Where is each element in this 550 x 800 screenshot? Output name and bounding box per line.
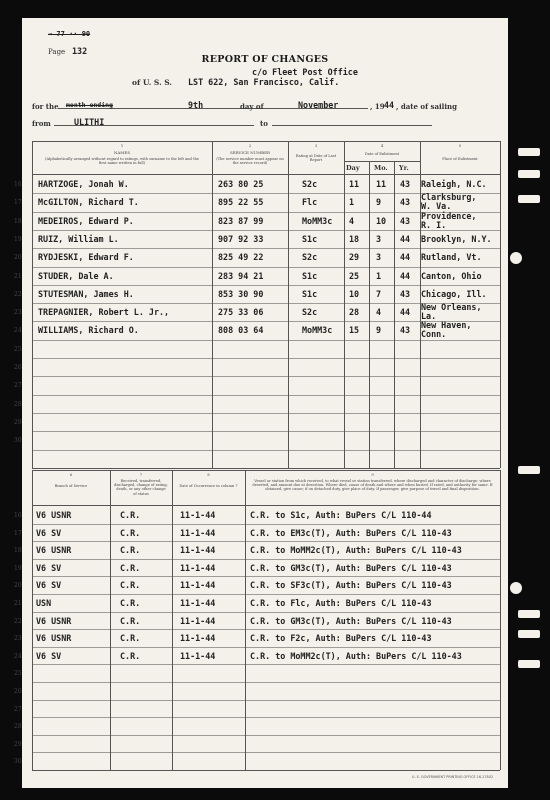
enlist-year: 43 xyxy=(400,179,411,189)
row-number: 26 xyxy=(14,364,22,371)
day-value: 9th xyxy=(188,100,204,110)
change-remarks: C.R. to Flc, Auth: BuPers C/L 110-43 xyxy=(250,598,432,608)
row-number: 20 xyxy=(14,254,22,262)
enlist-month: 3 xyxy=(376,252,382,263)
from-label: from xyxy=(32,119,51,128)
enlist-place: New Haven, xyxy=(421,320,472,331)
enlist-year: 43 xyxy=(400,215,411,226)
col2-number: 2 xyxy=(248,144,252,148)
row-number: 19 xyxy=(14,564,22,572)
col4-number: 4 xyxy=(380,144,384,148)
crew-name: TREPAGNIER, Robert L. Jr., xyxy=(38,307,170,318)
to-label: to xyxy=(260,119,268,128)
ship-prefix: of U. S. S. xyxy=(132,78,173,87)
service-number: 808 03 64 xyxy=(218,325,264,336)
enlist-month: 4 xyxy=(376,307,382,318)
col8-number: 8 xyxy=(207,473,210,477)
col9-number: 9 xyxy=(371,473,374,477)
occurrence-date: 11-1-44 xyxy=(180,562,216,573)
occurrence-date: 11-1-44 xyxy=(180,545,216,556)
col-names-sub: (Alphabetically arranged without regard to ratings, with surname to the left and the first name written in full) xyxy=(45,157,199,166)
service-number: 853 30 90 xyxy=(218,288,264,299)
enlist-day: 25 xyxy=(349,270,360,281)
crew-name: WILLIAMS, Richard O. xyxy=(38,325,139,336)
month-value: November xyxy=(298,100,339,110)
occurrence-date: 11-1-44 xyxy=(180,527,216,538)
enlist-place: New Orleans, xyxy=(421,302,482,313)
date-of-sailing-label: , date of sailing xyxy=(396,102,457,111)
crew-name: STUTESMAN, James H. xyxy=(38,288,134,299)
enlist-month: 11 xyxy=(376,179,387,189)
row-number: 23 xyxy=(14,635,22,643)
binder-edge xyxy=(508,0,550,800)
binder-hole-icon xyxy=(510,582,522,594)
row-number: 28 xyxy=(14,400,22,408)
row-number: 21 xyxy=(14,272,22,280)
rating: S2c xyxy=(302,307,318,318)
row-number: 20 xyxy=(14,582,22,590)
page-number: 132 xyxy=(72,46,88,56)
enlist-place: Brooklyn, N.Y. xyxy=(421,233,492,244)
enlist-day: 4 xyxy=(349,215,355,226)
change-type: C.R. xyxy=(120,598,141,608)
rating: MoMM3c xyxy=(302,215,333,226)
from-value: ULITHI xyxy=(74,117,105,127)
row-number: 28 xyxy=(14,723,22,731)
service-number: 823 87 99 xyxy=(218,215,264,226)
col1-number: 1 xyxy=(120,144,124,148)
service-number: 895 22 55 xyxy=(218,197,264,208)
branch-of-service: V6 USNR xyxy=(36,510,72,520)
service-number: 263 80 25 xyxy=(218,179,264,189)
branch-of-service: V6 USNR xyxy=(36,633,72,644)
col-year-header: Yr. xyxy=(399,164,409,172)
change-remarks: C.R. to MoMM2c(T), Auth: BuPers C/L 110-43 xyxy=(250,650,462,661)
crew-name: MEDEIROS, Edward P. xyxy=(38,215,134,226)
row-number: 22 xyxy=(14,617,22,625)
enlist-year: 44 xyxy=(400,270,411,281)
enlist-day: 11 xyxy=(349,179,360,189)
col-place-header: Place of Enlistment xyxy=(442,157,478,161)
occurrence-date: 11-1-44 xyxy=(180,598,216,608)
page-label: Page xyxy=(48,48,66,56)
row-number: 18 xyxy=(14,547,22,555)
occurrence-date: 11-1-44 xyxy=(180,580,216,591)
crew-name: RUIZ, William L. xyxy=(38,233,119,244)
col7-number: 7 xyxy=(139,473,143,477)
enlist-month: 9 xyxy=(376,325,382,336)
rating: S1c xyxy=(302,233,318,244)
enlist-place: Providence, xyxy=(421,210,477,221)
year-value: 44 xyxy=(384,100,395,110)
change-type: C.R. xyxy=(120,562,141,573)
col-change-header: Received, transferred, discharged, change of rating, death, or any other change of status xyxy=(114,479,168,496)
printing-office-footer: U. S. GOVERNMENT PRINTING OFFICE 16-17802 xyxy=(412,775,494,779)
row-number: 30 xyxy=(14,758,22,766)
row-number: 25 xyxy=(14,345,22,353)
col-service-sub: (The service number must appear on the service record) xyxy=(216,157,284,166)
row-number: 23 xyxy=(14,309,22,317)
enlist-place: Chicago, Ill. xyxy=(421,288,487,299)
change-type: C.R. xyxy=(120,580,141,591)
col-branch-header: Branch of Service xyxy=(54,484,88,488)
change-type: C.R. xyxy=(120,527,141,538)
enlist-place: Raleigh, N.C. xyxy=(421,179,487,189)
col-rating-header: Rating at Date of Last Report xyxy=(295,154,337,163)
occurrence-date: 11-1-44 xyxy=(180,615,216,626)
crew-name: HARTZOGE, Jonah W. xyxy=(38,179,129,189)
enlist-year: 44 xyxy=(400,252,411,263)
row-number: 17 xyxy=(14,199,22,207)
change-remarks: C.R. to EM3c(T), Auth: BuPers C/L 110-43 xyxy=(250,527,452,538)
col5-number: 5 xyxy=(458,144,462,148)
change-remarks: C.R. to MoMM2c(T), Auth: BuPers C/L 110-43 xyxy=(250,545,462,556)
row-number: 24 xyxy=(14,652,22,660)
row-number: 27 xyxy=(14,705,22,713)
rating: MoMM3c xyxy=(302,325,333,336)
branch-of-service: V6 SV xyxy=(36,562,62,573)
service-number: 275 33 06 xyxy=(218,307,264,318)
row-number: 24 xyxy=(14,327,22,335)
crew-name: McGILTON, Richard T. xyxy=(38,197,139,208)
year-prefix: , 19 xyxy=(370,102,385,111)
enlist-day: 10 xyxy=(349,288,360,299)
col-enlistment-header: Date of Enlistment xyxy=(364,152,400,156)
col6-number: 6 xyxy=(69,473,73,477)
change-remarks: C.R. to S1c, Auth: BuPers C/L 110-44 xyxy=(250,510,432,520)
change-type: C.R. xyxy=(120,650,141,661)
crew-name: RYDJESKI, Edward F. xyxy=(38,252,134,263)
rating: S1c xyxy=(302,270,318,281)
branch-of-service: V6 USNR xyxy=(36,545,72,556)
row-number: 16 xyxy=(14,512,22,519)
enlist-year: 44 xyxy=(400,233,411,244)
crew-name: STUDER, Dale A. xyxy=(38,270,114,281)
occurrence-date: 11-1-44 xyxy=(180,633,216,644)
enlist-month: 7 xyxy=(376,288,382,299)
occurrence-date: 11-1-44 xyxy=(180,510,216,520)
enlist-year: 43 xyxy=(400,325,411,336)
change-remarks: C.R. to GM3c(T), Auth: BuPers C/L 110-43 xyxy=(250,562,452,573)
enlist-month: 1 xyxy=(376,270,382,281)
enlist-month: 3 xyxy=(376,233,382,244)
row-number: 27 xyxy=(14,382,22,390)
change-type: C.R. xyxy=(120,510,141,520)
col-day-header: Day xyxy=(346,164,360,172)
branch-of-service: V6 SV xyxy=(36,650,62,661)
change-type: C.R. xyxy=(120,545,141,556)
enlist-day: 29 xyxy=(349,252,360,263)
row-number: 16 xyxy=(14,181,22,188)
enlist-place-line2: R. I. xyxy=(421,219,447,230)
handwritten-scribble: → 77 ·· 90 xyxy=(48,30,91,38)
col-month-header: Mo. xyxy=(374,164,388,172)
branch-of-service: USN xyxy=(36,598,52,608)
row-number: 25 xyxy=(14,670,22,678)
rating: Flc xyxy=(302,197,318,208)
row-number: 18 xyxy=(14,217,22,225)
row-number: 22 xyxy=(14,290,22,298)
change-remarks: C.R. to F2c, Auth: BuPers C/L 110-43 xyxy=(250,633,432,644)
enlist-day: 18 xyxy=(349,233,360,244)
change-remarks: C.R. to SF3c(T), Auth: BuPers C/L 110-43 xyxy=(250,580,452,591)
ship-address: LST 622, San Francisco, Calif. xyxy=(188,77,340,87)
branch-of-service: V6 USNR xyxy=(36,615,72,626)
row-number: 30 xyxy=(14,437,22,445)
enlist-place: Clarksburg, xyxy=(421,192,477,203)
branch-of-service: V6 SV xyxy=(36,527,62,538)
row-number: 29 xyxy=(14,740,22,748)
enlist-place-line2: Conn. xyxy=(421,329,447,340)
row-number: 19 xyxy=(14,235,22,243)
service-number: 283 94 21 xyxy=(218,270,264,281)
service-number: 825 49 22 xyxy=(218,252,264,263)
enlist-month: 10 xyxy=(376,215,387,226)
row-number: 29 xyxy=(14,418,22,426)
enlist-day: 15 xyxy=(349,325,360,336)
enlist-place-line2: La. xyxy=(421,311,437,322)
col-remarks-header: Vessel or station from which received, to what vessel or station transferred, where discharged and character of discharge; where deserted, and amount due at desertion. Where died, cause of death and where and when buried. If rated, and authority for same. If obtained, give cause; if on detached duty, give place of duty. If passenger, give purpose of travel and final disposition. xyxy=(252,479,493,492)
enlist-place: Rutland, Vt. xyxy=(421,252,482,263)
rating: S2c xyxy=(302,179,318,189)
rating: S1c xyxy=(302,288,318,299)
col-names-header: NAMES xyxy=(113,150,131,155)
binder-hole-icon xyxy=(510,252,522,264)
row-number: 26 xyxy=(14,688,22,695)
col-service-header: SERVICE NUMBER xyxy=(229,150,271,155)
row-number: 21 xyxy=(14,600,22,607)
col-date-header: Date of Occurrence in column 7 xyxy=(179,484,238,488)
enlist-day: 1 xyxy=(349,197,355,208)
enlist-year: 43 xyxy=(400,197,411,208)
change-type: C.R. xyxy=(120,615,141,626)
change-remarks: C.R. to GM3c(T), Auth: BuPers C/L 110-43 xyxy=(250,615,452,626)
col3-number: 3 xyxy=(314,144,318,148)
form-page xyxy=(14,18,508,788)
form-title: REPORT OF CHANGES xyxy=(201,54,329,65)
enlist-year: 44 xyxy=(400,307,411,318)
enlist-year: 43 xyxy=(400,288,411,299)
enlist-day: 28 xyxy=(349,307,360,318)
occurrence-date: 11-1-44 xyxy=(180,650,216,661)
struck-month-ending: month ending xyxy=(66,101,113,109)
enlist-month: 9 xyxy=(376,197,382,208)
branch-of-service: V6 SV xyxy=(36,580,62,591)
enlist-place-line2: W. Va. xyxy=(421,201,452,212)
day-of-label: day of xyxy=(240,102,264,111)
address-line: c/o Fleet Post Office xyxy=(252,67,358,77)
rating: S2c xyxy=(302,252,318,263)
change-type: C.R. xyxy=(120,633,141,644)
enlist-place: Canton, Ohio xyxy=(421,270,482,281)
row-number: 17 xyxy=(14,529,22,537)
service-number: 907 92 33 xyxy=(218,233,264,244)
for-the-label: for the xyxy=(32,102,59,111)
